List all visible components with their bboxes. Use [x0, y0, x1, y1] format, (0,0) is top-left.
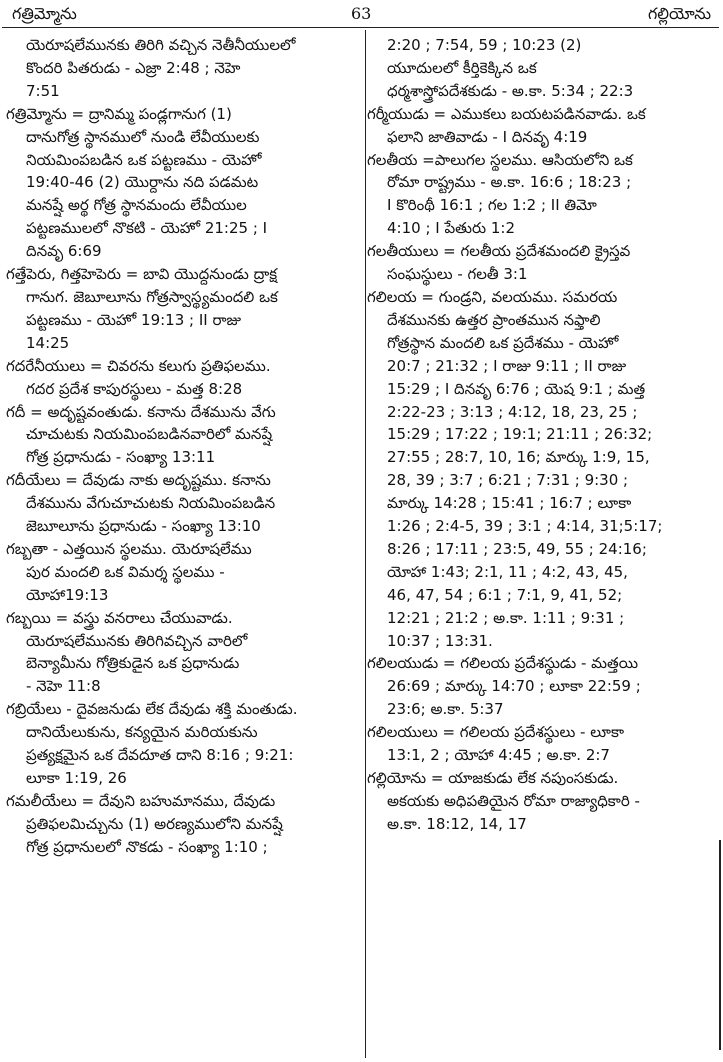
entry-text-line: గదర ప్రదేశ కాపురస్థులు - మత్త 8:28	[26, 379, 243, 398]
entry-text-line: 15:29 ; 17:22 ; 19:1; 21:11 ; 26:32;	[387, 425, 653, 444]
right-column	[367, 34, 709, 836]
dictionary-entry	[6, 469, 358, 538]
entry-headword-line: గత్తేపెరు, గిత్తహెపెరు = బావి యొద్దనుండు ద్రాక్ష	[6, 265, 278, 284]
entry-text-line: చూచుటకు నియమింపబడినవారిలో మనష్షే	[26, 425, 273, 444]
entry-text-line: 7:51	[26, 81, 60, 100]
entry-text-line: 23:6; అ.కా. 5:37	[387, 700, 504, 719]
entry-text-line: దేశమునకు ఉత్తర ప్రాంతమున నఫ్తాలి	[387, 310, 601, 329]
dictionary-entry	[367, 652, 709, 721]
entry-text-line: యూదులలో కీర్తికెక్కిన ఒక	[387, 58, 537, 77]
entry-headword-line: గర్మీయుడు = ఎముకలు బయటపడినవాడు. ఒక	[367, 104, 646, 123]
dictionary-entry	[6, 34, 358, 103]
column-divider	[365, 30, 366, 1058]
entry-headword-line: గలిలయుడు = గలిలయ ప్రదేశస్థుడు - మత్తయి	[367, 654, 638, 673]
entry-text-line: 2:20 ; 7:54, 59 ; 10:23 (2)	[387, 36, 582, 54]
entry-text-line: యోహా19:13	[26, 585, 109, 604]
entry-headword-line: గలిలయులు = గలిలయ ప్రదేశస్థులు - లూకా	[367, 723, 624, 742]
header-first-word: గత్రిమ్మోను	[12, 4, 77, 23]
entry-text-line: 27:55 ; 28:7, 10, 16; మార్కు 1:9, 15,	[387, 448, 650, 467]
entry-text-line: మనష్షే అర్థ గోత్ర స్థానమందు లేవీయుల	[26, 196, 247, 215]
entry-headword-line: గదీయేలు = దేవుడు నాకు అదృష్టము. కనాను	[6, 471, 271, 490]
entry-text-line: దేశమును వేగుచూచుటకు నియమింపబడిన	[26, 494, 276, 513]
entry-text-line: I కొరింథీ 16:1 ; గల 1:2 ; II తిమో	[387, 196, 597, 215]
entry-text-line: గానుగ. జెబూలూను గోత్రస్వాస్థ్యమందలి ఒక	[26, 287, 278, 306]
entry-text-line: యోహా 1:43; 2:1, 11 ; 4:2, 43, 45,	[387, 562, 628, 581]
entry-text-line: మార్కు 14:28 ; 15:41 ; 16:7 ; లూకా	[387, 494, 632, 513]
entry-text-line: 10:37 ; 13:31.	[387, 631, 493, 650]
entry-text-line: 1:26 ; 2:4-5, 39 ; 3:1 ; 4:14, 31;5:17;	[387, 517, 663, 536]
entry-text-line: 15:29 ; I దినవృ 6:76 ; యెష 9:1 ; మత్త	[387, 379, 646, 398]
dictionary-entry	[367, 721, 709, 767]
entry-text-line: 19:40-46 (2) యొర్దాను నది పడమట	[26, 173, 259, 192]
header-last-word: గల్లియోను	[647, 4, 711, 23]
entry-text-line: లూకా 1:19, 26	[26, 769, 127, 787]
dictionary-entry	[367, 240, 709, 286]
entry-text-line: 8:26 ; 17:11 ; 23:5, 49, 55 ; 24:16;	[387, 539, 647, 558]
entry-text-line: పుర మందలి ఒక విమర్శ స్థలము -	[26, 562, 225, 581]
entry-text-line: అ.కా. 18:12, 14, 17	[387, 814, 527, 833]
entry-text-line: ధర్మశాస్త్రోపదేశకుడు - అ.కా. 5:34 ; 22:3	[387, 81, 634, 100]
entry-headword-line: గబ్రియేలు - దైవజనుడు లేక దేవుడు శక్తి మంతుడు.	[6, 700, 298, 719]
entry-text-line: 28, 39 ; 3:7 ; 6:21 ; 7:31 ; 9:30 ;	[387, 471, 629, 490]
page-number: 63	[351, 4, 372, 23]
entry-text-line: సంఘస్థులు - గలతీ 3:1	[387, 265, 528, 284]
entry-text-line: పట్టణములలో నొకటి - యెహో 21:25 ; I	[26, 219, 268, 238]
page-header	[6, 2, 715, 26]
entry-headword-line: గమలీయేలు = దేవుని బహుమానము, దేవుడు	[6, 791, 276, 810]
entry-headword-line: గల్లియోను = యాజకుడు లేక నపుంసకుడు.	[367, 769, 619, 787]
entry-text-line: ఫలాని జాతివాడు - I దినవృ 4:19	[387, 127, 588, 146]
entry-headword-line: గలతీయ =పాలుగల స్థలము. ఆసియలోని ఒక	[367, 150, 633, 169]
entry-headword-line: గలిలయ = గుండ్రని, వలయము. సమరయ	[367, 287, 618, 306]
page-edge-mark	[719, 840, 721, 1050]
entry-text-line: 26:69 ; మార్కు 14:70 ; లూకా 22:59 ;	[387, 677, 641, 696]
header-rule	[2, 27, 719, 28]
dictionary-entry	[6, 790, 358, 859]
entry-text-line: 14:25	[26, 333, 70, 352]
entry-text-line: యెరూషలేమునకు తిరిగివచ్చిన వారిలో	[26, 631, 248, 650]
dictionary-entry	[6, 355, 358, 401]
dictionary-entry	[367, 286, 709, 653]
entry-text-line: జెబూలూను ప్రధానుడు - సంఖ్యా 13:10	[26, 517, 261, 536]
entry-text-line: 4:10 ; I పేతురు 1:2	[387, 219, 515, 238]
entry-text-line: ప్రత్యక్షమైన ఒక దేవదూత దాని 8:16 ; 9:21:	[26, 746, 294, 765]
entry-text-line: దినవృ 6:69	[26, 242, 102, 261]
entry-text-line: 46, 47, 54 ; 6:1 ; 7:1, 9, 41, 52;	[387, 585, 623, 604]
dictionary-entry	[367, 767, 709, 836]
entry-text-line: గోత్ర ప్రధానుడు - సంఖ్యా 13:11	[26, 448, 216, 467]
entry-text-line: కొందరి పితరుడు - ఎజ్రా 2:48 ; నెహె	[26, 58, 241, 77]
dictionary-entry	[367, 103, 709, 149]
entry-headword-line: గలతీయులు = గలతీయ ప్రదేశమందలి క్రైస్తవ	[367, 242, 631, 261]
entry-text-line: దానుగోత్ర స్థానములో నుండి లేవీయులకు	[26, 127, 260, 146]
entry-text-line: గోత్రస్థాన మందలి ఒక ప్రదేశము - యెహో	[387, 333, 619, 352]
entry-text-line: గోత్ర ప్రధానులలో నొకడు - సంఖ్యా 1:10 ;	[26, 837, 268, 856]
entry-text-line: 20:7 ; 21:32 ; I రాజు 9:11 ; II రాజు	[387, 356, 627, 375]
dictionary-entry	[6, 401, 358, 470]
entry-text-line: అకయకు అధిపతియైన రోమా రాజ్యాధికారి -	[387, 791, 640, 810]
dictionary-entry	[6, 698, 358, 790]
entry-text-line: దానియేలుకును, కన్యయైన మరియకును	[26, 723, 258, 742]
entry-headword-line: గబ్బయి = వస్త్రు వనరాలు చేయువాడు.	[6, 608, 233, 627]
entry-headword-line: గబ్బతా - ఎత్తయిన స్థలము. యెరూషలేము	[6, 539, 252, 558]
entry-text-line: బెన్యామీను గోత్రికుడైన ఒక ప్రధానుడు	[26, 654, 240, 673]
dictionary-entry	[6, 538, 358, 607]
entry-headword-line: గదరేనీయులు = చివరను కలుగు ప్రతిఫలము.	[6, 356, 271, 375]
entry-text-line: పట్టణము - యెహో 19:13 ; II రాజు	[26, 310, 242, 329]
entry-text-line: 12:21 ; 21:2 ; అ.కా. 1:11 ; 9:31 ;	[387, 608, 625, 627]
entry-text-line: 13:1, 2 ; యోహా 4:45 ; అ.కా. 2:7	[387, 746, 610, 765]
entry-headword-line: గత్రిమ్మోను = ద్రానిమ్మ పండ్లగానుగ (1)	[6, 104, 232, 123]
entry-headword-line: గదీ = అదృష్టవంతుడు. కనాను దేశమును వేగు	[6, 402, 276, 421]
dictionary-entry	[367, 149, 709, 241]
left-column	[6, 34, 358, 859]
entry-text-line: రోమా రాష్ట్రము - అ.కా. 16:6 ; 18:23 ;	[387, 173, 632, 192]
entry-text-line: నియమింపబడిన ఒక పట్టణము - యెహో	[26, 150, 262, 169]
entry-text-line: 2:22-23 ; 3:13 ; 4:12, 18, 23, 25 ;	[387, 402, 638, 421]
dictionary-entry	[6, 103, 358, 263]
dictionary-entry	[367, 34, 709, 103]
entry-text-line: - నెహె 11:8	[26, 677, 101, 696]
entry-text-line: యెరూషలేమునకు తిరిగి వచ్చిన నెతీనీయులలో	[26, 36, 296, 54]
entry-text-line: ప్రతిఫలమిచ్చును (1) అరణ్యములోని మనష్షే	[26, 814, 283, 833]
dictionary-entry	[6, 607, 358, 699]
dictionary-entry	[6, 263, 358, 355]
